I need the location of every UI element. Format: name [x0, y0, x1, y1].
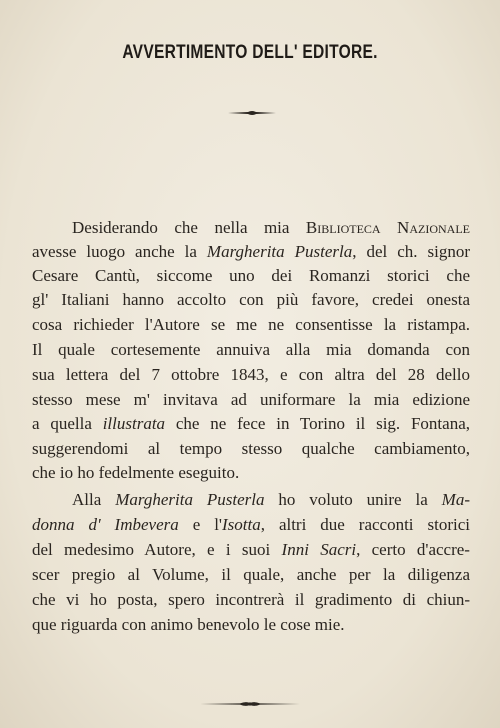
paragraph-1-line-3: Cesare Cantù, siccome uno dei Romanzi storici che	[32, 266, 470, 285]
page-title: AVVERTIMENTO DELL' EDITORE.	[122, 42, 378, 63]
paragraph-2-line-3: del medesimo Autore, e i suoi Inni Sacri, certo d'accre-	[32, 540, 470, 559]
series-name: Biblioteca Nazionale	[305, 218, 470, 237]
paragraph-2-line-6: que riguarda con animo benevolo le cose mie.	[32, 615, 345, 634]
paragraph-1-line-5: cosa richieder l'Autore se me ne consentisse la ristampa.	[32, 315, 470, 334]
paragraph-1-line-6: Il quale cortesemente annuiva alla mia domanda con	[32, 340, 470, 359]
paragraph-1-line-1: Desiderando che nella mia Biblioteca Nazionale	[72, 218, 470, 237]
paragraph-2-line-2: donna d' Imbevera e l'Isotta, altri due racconti storici	[32, 515, 470, 534]
paragraph-1-line-9: a quella illustrata che ne fece in Torino il sig. Fontana,	[32, 414, 470, 433]
book-title: Margherita Pusterla	[206, 242, 353, 261]
paragraph-2-line-1: Alla Margherita Pusterla ho voluto unire la Ma-	[72, 490, 470, 509]
paragraph-1-line-7: sua lettera del 7 ottobre 1843, e con altra del 28 dello	[32, 365, 470, 384]
paragraph-2-line-4: scer pregio al Volume, il quale, anche per la diligenza	[32, 565, 470, 584]
ornament-rule-bottom	[200, 700, 300, 708]
paragraph-1-line-10: suggerendomi al tempo stesso qualche cambiamento,	[32, 439, 470, 458]
paragraph-1-line-4: gl' Italiani hanno accolto con più favore, credei onesta	[32, 290, 470, 309]
paragraph-2-line-5: che vi ho posta, spero incontrerà il gradimento di chiun-	[32, 590, 470, 609]
paragraph-1-line-8: stesso mese m' invitava ad uniformare la mia edizione	[32, 390, 470, 409]
ornament-rule-top	[228, 110, 276, 116]
paragraph-1-line-11: che io ho fedelmente eseguito.	[32, 463, 240, 482]
paragraph-1-line-2: avesse luogo anche la Margherita Pusterla, del ch. signor	[32, 242, 470, 261]
